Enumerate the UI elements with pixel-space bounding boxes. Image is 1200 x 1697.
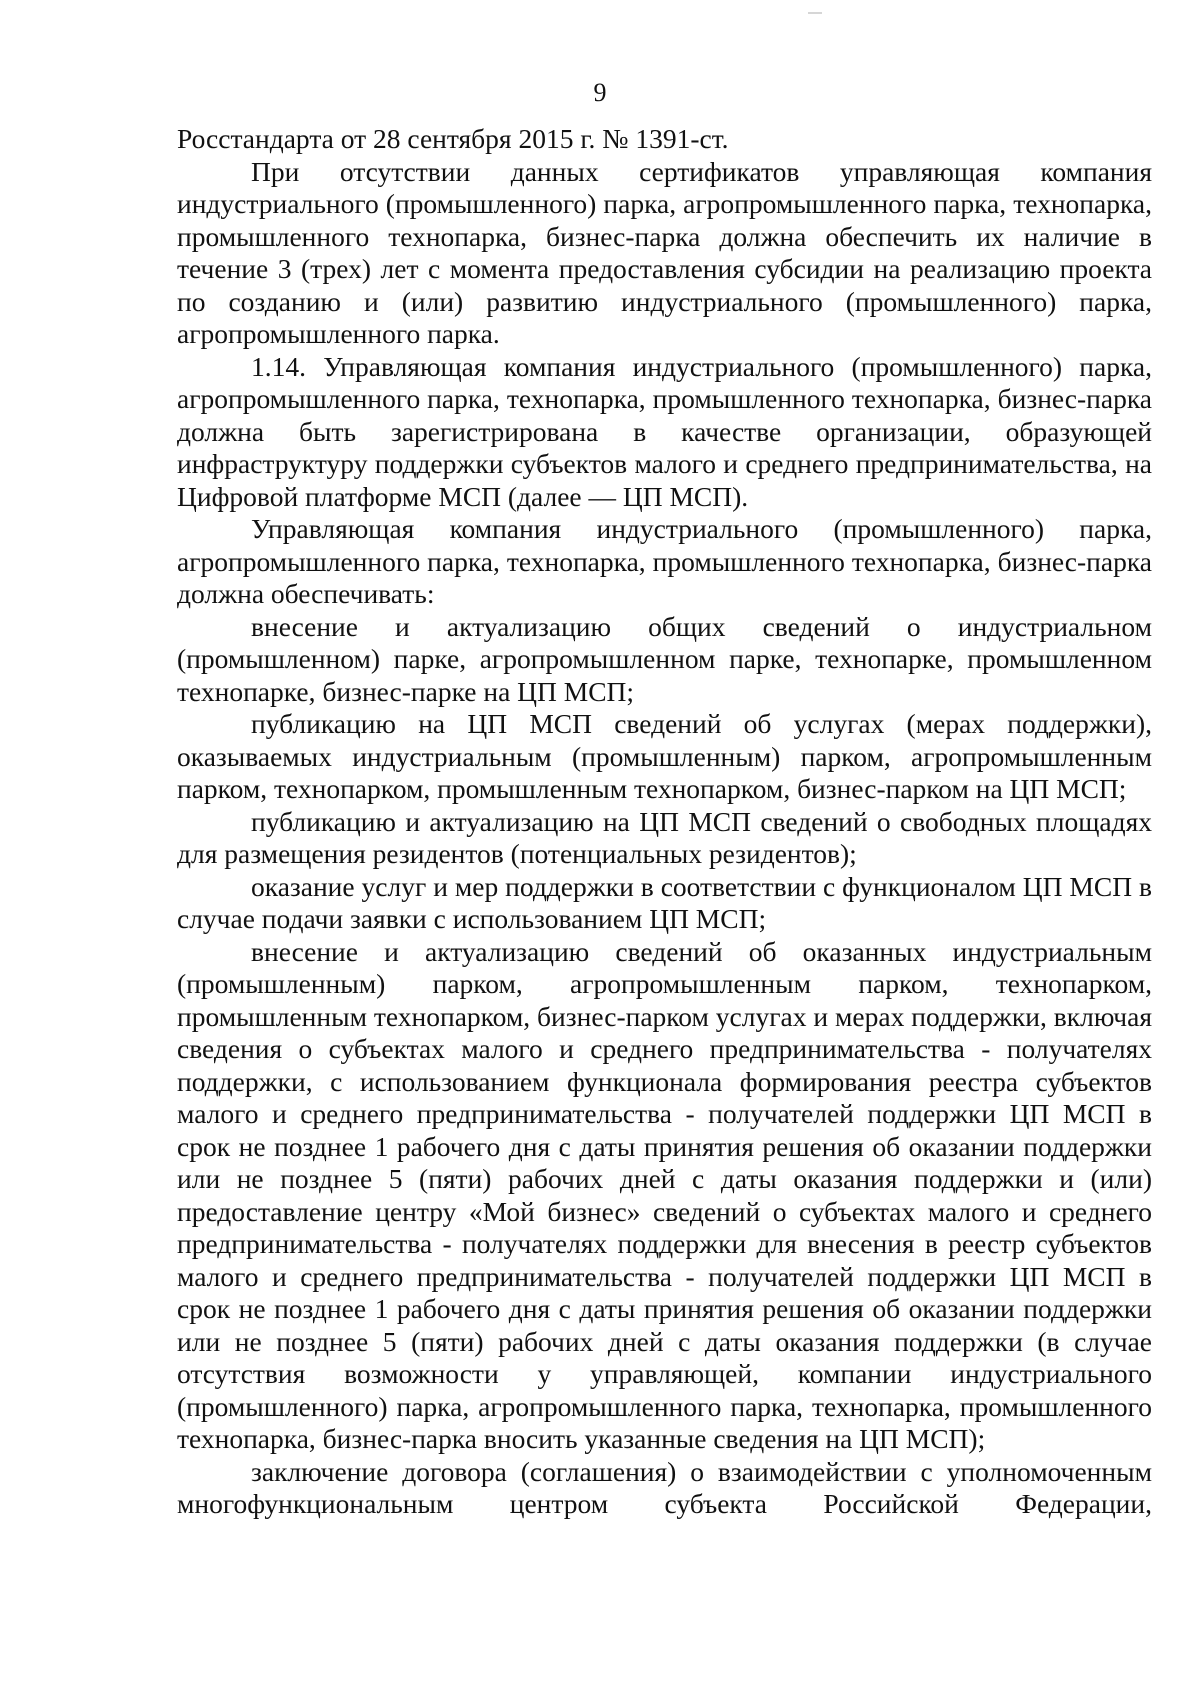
list-item: внесение и актуализацию сведений об оказанных индустриальным (промышленным) парком, агропромышленным парком, технопарком, промышленным технопарком, бизнес-парком услугах и мерах поддержки, включая сведения о субъектах малого и среднего предпринимательства - получателях поддержки, с использованием функционала формирования реестра субъектов малого и среднего предпринимательства - получателей поддержки ЦП МСП в срок не позднее 1 рабочего дня с даты принятия решения об оказании поддержки или не позднее 5 (пяти) рабочих дней с даты оказания поддержки и (или) предоставление центру «Мой бизнес» сведений о субъектах малого и среднего предпринимательства - получателях поддержки для внесения в реестр субъектов малого и среднего предпринимательства - получателей поддержки ЦП МСП в срок не позднее 1 рабочего дня с даты принятия решения об оказании поддержки или не позднее 5 (пяти) рабочих дней с даты оказания поддержки (в случае отсутствия возможности у управляющей, компании индустриального (промышленного) парка, агропромышленного парка, технопарка, промышленного технопарка, бизнес-парка вносить указанные сведения на ЦП МСП); (177, 935, 1152, 1454)
document-body (177, 123, 1152, 1521)
page-number: 9 (593, 78, 607, 107)
list-item: публикацию на ЦП МСП сведений об услугах (мерах поддержки), оказываемых индустриальным (промышленным) парком, агропромышленным парком, технопарком, промышленным технопарком, бизнес-парком на ЦП МСП; (177, 708, 1152, 804)
paragraph-section-1-14: 1.14. Управляющая компания индустриального (промышленного) парка, агропромышленного парка, технопарка, промышленного технопарка, бизнес-парка должна быть зарегистрирована в качестве организации, образующей инфраструктуру поддержки субъектов малого и среднего предпринимательства, на Цифровой платформе МСП (далее — ЦП МСП). (177, 350, 1152, 512)
paragraph: Управляющая компания индустриального (промышленного) парка, агропромышленного парка, технопарка, промышленного технопарка, бизнес-парка должна обеспечивать: (177, 513, 1152, 609)
list-item: оказание услуг и мер поддержки в соответствии с функционалом ЦП МСП в случае подачи заявки с использованием ЦП МСП; (177, 870, 1152, 934)
list-item: публикацию и актуализацию на ЦП МСП сведений о свободных площадях для размещения резидентов (потенциальных резидентов); (177, 805, 1152, 869)
list-item: заключение договора (соглашения) о взаимодействии с уполномоченным многофункциональным центром субъекта Российской Федерации, (177, 1455, 1152, 1519)
paragraph-continuation: Росстандарта от 28 сентября 2015 г. № 1391-ст. (177, 123, 729, 154)
scan-artifact (808, 12, 822, 14)
paragraph: При отсутствии данных сертификатов управляющая компания индустриального (промышленного) парка, агропромышленного парка, технопарка, промышленного технопарка, бизнес-парка должна обеспечить их наличие в течение 3 (трех) лет с момента предоставления субсидии на реализацию проекта по созданию и (или) развитию индустриального (промышленного) парка, агропромышленного парка. (177, 155, 1152, 349)
list-item: внесение и актуализацию общих сведений о индустриальном (промышленном) парке, агропромышленном парке, технопарке, промышленном технопарке, бизнес-парке на ЦП МСП; (177, 610, 1152, 707)
